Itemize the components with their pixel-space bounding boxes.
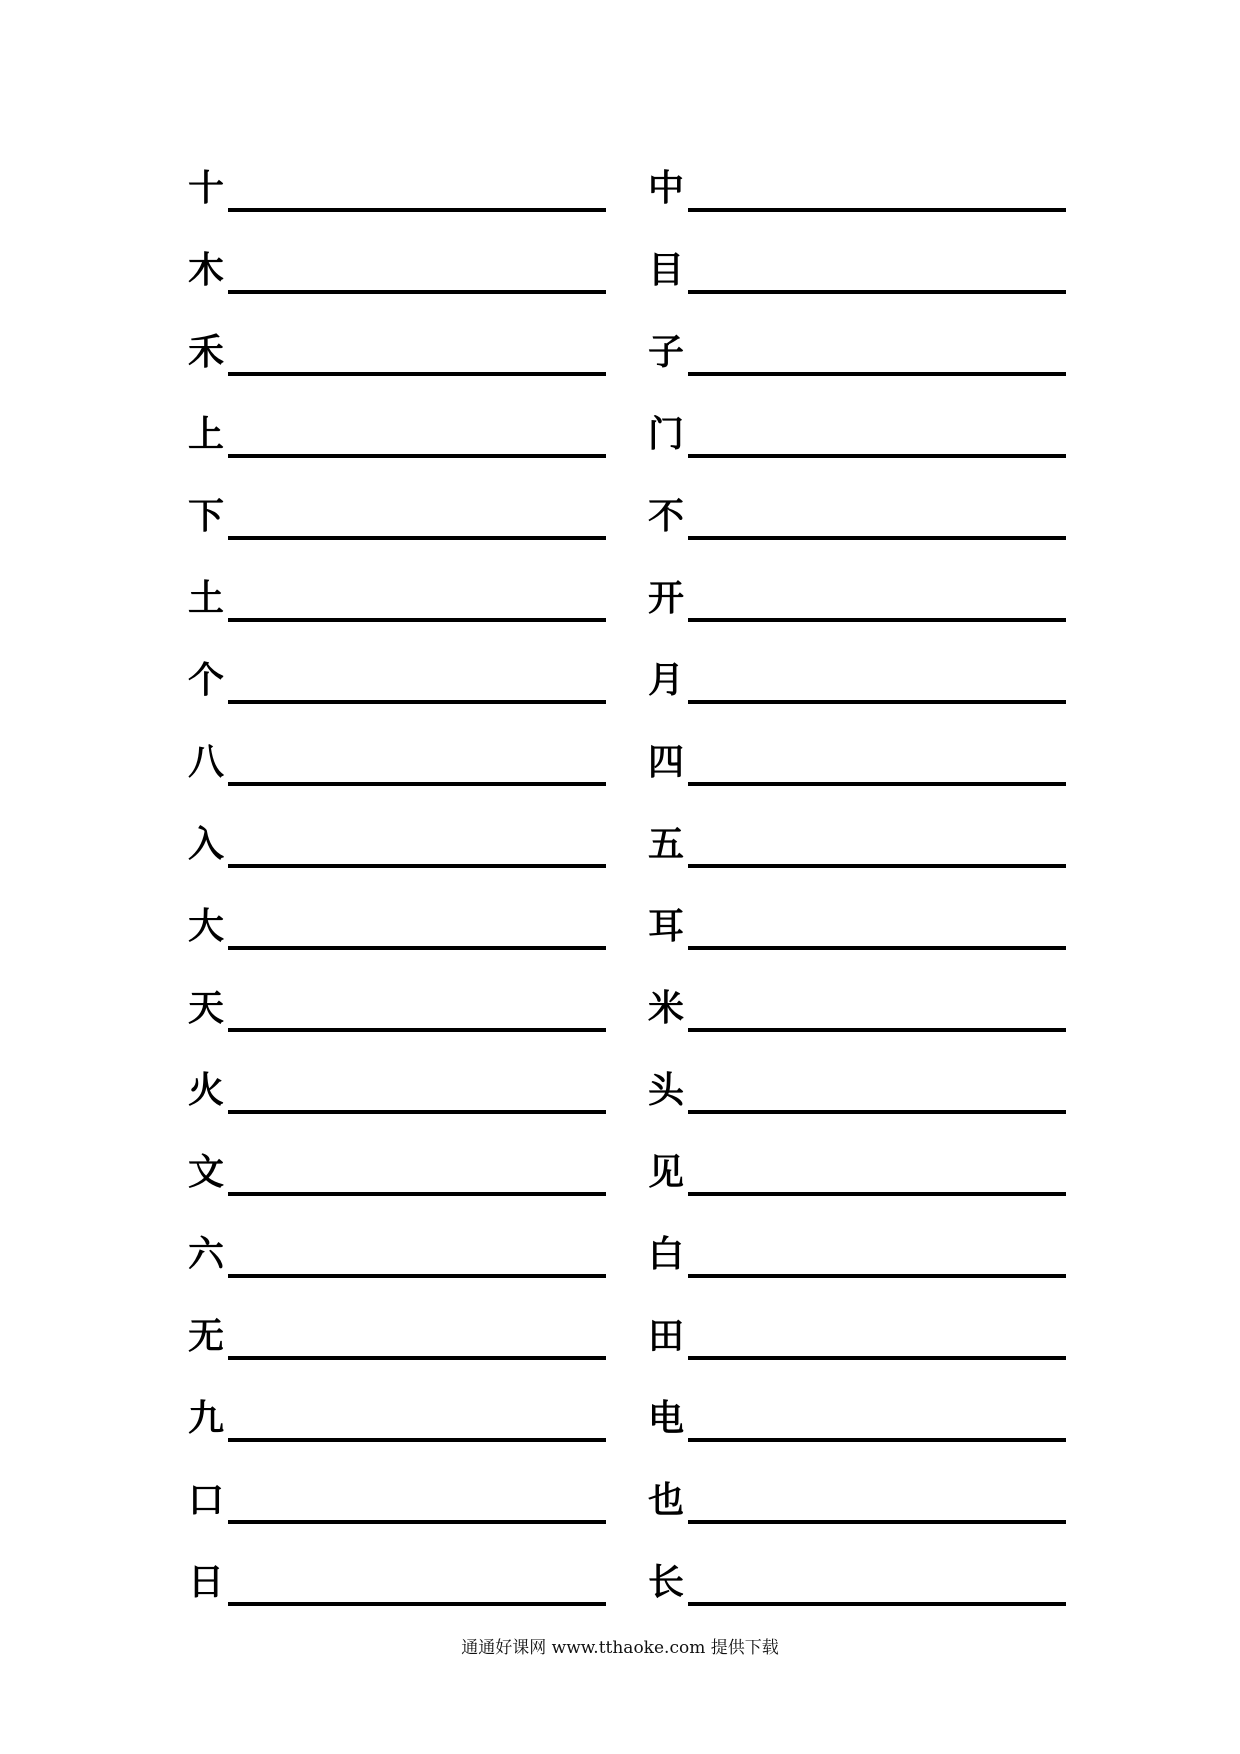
writing-line — [228, 1192, 606, 1196]
character: 天 — [188, 988, 225, 1029]
character: 电 — [648, 1398, 685, 1439]
character: 八 — [188, 742, 225, 783]
character: 四 — [648, 742, 685, 783]
right-row — [648, 406, 1066, 488]
writing-line — [688, 1110, 1066, 1114]
character: 子 — [648, 332, 685, 373]
left-column — [188, 160, 606, 1636]
writing-line — [228, 208, 606, 212]
writing-line — [688, 372, 1066, 376]
writing-line — [228, 782, 606, 786]
writing-line — [688, 290, 1066, 294]
right-row — [648, 898, 1066, 980]
character: 禾 — [188, 332, 225, 373]
character: 米 — [648, 988, 685, 1029]
writing-line — [228, 372, 606, 376]
character: 耳 — [648, 906, 685, 947]
character: 目 — [648, 250, 685, 291]
left-row — [188, 160, 606, 242]
left-row — [188, 1226, 606, 1308]
writing-line — [688, 1602, 1066, 1606]
character: 五 — [648, 824, 685, 865]
writing-line — [688, 1356, 1066, 1360]
writing-line — [228, 1110, 606, 1114]
character: 中 — [648, 168, 685, 209]
left-row — [188, 1472, 606, 1554]
character: 火 — [188, 1070, 225, 1111]
writing-line — [688, 1274, 1066, 1278]
character: 头 — [648, 1070, 685, 1111]
writing-line — [228, 290, 606, 294]
character: 田 — [648, 1316, 685, 1357]
writing-line — [228, 454, 606, 458]
right-row — [648, 1472, 1066, 1554]
character: 土 — [188, 578, 225, 619]
writing-line — [688, 1192, 1066, 1196]
writing-line — [228, 1274, 606, 1278]
character: 开 — [648, 578, 685, 619]
left-row — [188, 652, 606, 734]
writing-line — [228, 946, 606, 950]
left-row — [188, 488, 606, 570]
character: 入 — [188, 824, 225, 865]
writing-line — [688, 618, 1066, 622]
left-row — [188, 324, 606, 406]
left-row — [188, 1144, 606, 1226]
writing-line — [688, 782, 1066, 786]
character: 口 — [188, 1480, 225, 1521]
right-row — [648, 570, 1066, 652]
right-row — [648, 1226, 1066, 1308]
left-row — [188, 1308, 606, 1390]
right-row — [648, 1144, 1066, 1226]
character: 不 — [648, 496, 685, 537]
character: 门 — [648, 414, 685, 455]
right-row — [648, 734, 1066, 816]
writing-line — [228, 1602, 606, 1606]
character: 长 — [648, 1562, 685, 1603]
character: 木 — [188, 250, 225, 291]
left-row — [188, 242, 606, 324]
right-row — [648, 816, 1066, 898]
writing-line — [228, 864, 606, 868]
right-row — [648, 324, 1066, 406]
right-row — [648, 242, 1066, 324]
right-row — [648, 1308, 1066, 1390]
character: 六 — [188, 1234, 225, 1275]
right-row — [648, 1062, 1066, 1144]
writing-line — [228, 700, 606, 704]
writing-line — [228, 618, 606, 622]
writing-line — [228, 1028, 606, 1032]
writing-line — [688, 1520, 1066, 1524]
left-row — [188, 1062, 606, 1144]
character: 上 — [188, 414, 225, 455]
character: 十 — [188, 168, 225, 209]
character: 文 — [188, 1152, 225, 1193]
character: 大 — [188, 906, 225, 947]
writing-line — [688, 864, 1066, 868]
character: 下 — [188, 496, 225, 537]
character: 九 — [188, 1398, 225, 1439]
writing-line — [688, 1028, 1066, 1032]
writing-line — [228, 1520, 606, 1524]
left-row — [188, 1554, 606, 1636]
writing-line — [688, 454, 1066, 458]
left-row — [188, 816, 606, 898]
right-row — [648, 160, 1066, 242]
character: 个 — [188, 660, 225, 701]
character: 白 — [648, 1234, 685, 1275]
left-row — [188, 406, 606, 488]
right-row — [648, 652, 1066, 734]
left-row — [188, 734, 606, 816]
right-row — [648, 980, 1066, 1062]
writing-line — [688, 536, 1066, 540]
right-row — [648, 1390, 1066, 1472]
left-row — [188, 1390, 606, 1472]
footer-credit: 通通好课网 www.tthaoke.com 提供下载 — [461, 1638, 779, 1658]
character: 月 — [648, 660, 685, 701]
character: 无 — [188, 1316, 225, 1357]
character: 也 — [648, 1480, 685, 1521]
left-row — [188, 898, 606, 980]
left-row — [188, 980, 606, 1062]
left-row — [188, 570, 606, 652]
character: 见 — [648, 1152, 685, 1193]
writing-line — [228, 1356, 606, 1360]
writing-line — [228, 1438, 606, 1442]
writing-line — [688, 1438, 1066, 1442]
writing-line — [688, 946, 1066, 950]
right-column — [648, 160, 1066, 1636]
writing-line — [688, 700, 1066, 704]
character: 日 — [188, 1562, 225, 1603]
right-row — [648, 1554, 1066, 1636]
right-row — [648, 488, 1066, 570]
writing-line — [228, 536, 606, 540]
writing-line — [688, 208, 1066, 212]
